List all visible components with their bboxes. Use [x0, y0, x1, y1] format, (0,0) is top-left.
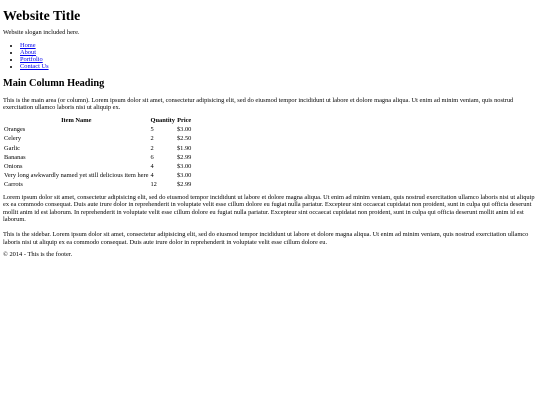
site-header — [3, 8, 537, 37]
main-navigation — [3, 42, 537, 71]
cell-item-name: Garlic — [4, 144, 20, 152]
site-title: Website Title — [3, 8, 81, 23]
nav-link-portfolio[interactable]: Portfolio — [20, 55, 43, 63]
cell-quantity: 4 — [150, 162, 154, 170]
cell-price: $2.50 — [176, 135, 192, 143]
cell-quantity: 2 — [150, 144, 154, 152]
table-row — [3, 125, 192, 134]
cell-item-name: Bananas — [4, 153, 26, 161]
cell-item-name: Oranges — [4, 126, 26, 134]
items-table — [3, 116, 192, 189]
sidebar — [3, 231, 537, 246]
sidebar-text: This is the sidebar. Lorem ipsum dolor sit amet, consectetur adipisicing elit, sed do eiusmod tempor incididunt ut labore et dolore magna aliqua. Ut enim ad minim veniam, quis nostrud exercitation ullamco laboris nisi ut aliquip ex ea commodo consequat. Duis aute irure dolor in reprehenderit in voluptate velit esse cillum dolore eu. — [3, 231, 529, 246]
cell-price: $3.00 — [176, 126, 192, 134]
nav-item-contact — [20, 63, 537, 70]
table-row — [3, 144, 192, 153]
cell-item-name: Carrots — [4, 180, 23, 188]
site-slogan: Website slogan included here. — [3, 29, 80, 37]
cell-price: $3.00 — [176, 162, 192, 170]
nav-link-home[interactable]: Home — [20, 41, 36, 49]
cell-quantity: 4 — [150, 171, 154, 179]
cell-price: $1.90 — [176, 144, 192, 152]
cell-item-name: Celery — [4, 135, 22, 143]
footer-text: © 2014 - This is the footer. — [3, 251, 73, 259]
main-heading: Main Column Heading — [3, 78, 105, 90]
nav-item-portfolio — [20, 56, 537, 63]
table-row — [3, 153, 192, 162]
cell-item-name: Onions — [4, 162, 23, 170]
cell-item-name: Very long awkwardly named yet still delicious item here — [4, 171, 149, 179]
cell-quantity: 5 — [150, 126, 154, 134]
column-header-item-name: Item Name — [61, 117, 92, 125]
nav-item-about — [20, 49, 537, 56]
site-footer — [3, 251, 537, 258]
column-header-quantity: Quantity — [150, 117, 175, 125]
cell-price: $3.00 — [176, 171, 192, 179]
cell-price: $2.99 — [176, 180, 192, 188]
cell-price: $2.99 — [176, 153, 192, 161]
column-header-price: Price — [177, 117, 192, 125]
cell-quantity: 6 — [150, 153, 154, 161]
nav-item-home — [20, 42, 537, 49]
main-intro: This is the main area (or column). Lorem ipsum dolor sit amet, consectetur adipisicing elit, sed do eiusmod tempor incididunt ut labore et dolore magna aliqua. Ut enim ad minim veniam, quis nostrud exercitation ullamco laboris nisi ut aliquip ex. — [3, 96, 514, 111]
main-body-text: Lorem ipsum dolor sit amet, consectetur adipisicing elit, sed do eiusmod tempor incididunt ut labore et dolore magna aliqua. Ut enim ad minim veniam, quis nostrud exercitation ullamco laboris nisi ut aliquip ex ea commodo consequat. Duis aute irure dolor in reprehenderit in voluptate velit esse cillum dolore eu fugiat nulla pariatur. Excepteur sint occaecat cupidatat non proident, sunt in culpa qui officia deserunt mollit anim id est laborum. In reprehenderit in voluptate velit esse cillum dolore eu fugiat nulla pariatur. Excepteur sint occaecat cupidatat non proident, sunt in culpa qui officia deserunt mollit anim id est laborum. — [3, 194, 535, 224]
nav-link-contact-us[interactable]: Contact Us — [20, 63, 49, 71]
table-row — [3, 134, 192, 143]
table-header-row — [3, 116, 192, 125]
table-row — [3, 180, 192, 189]
nav-link-about[interactable]: About — [20, 48, 36, 56]
cell-quantity: 2 — [150, 135, 154, 143]
main-column — [3, 78, 537, 223]
cell-quantity: 12 — [150, 180, 157, 188]
table-row — [3, 162, 192, 171]
table-row — [3, 171, 192, 180]
